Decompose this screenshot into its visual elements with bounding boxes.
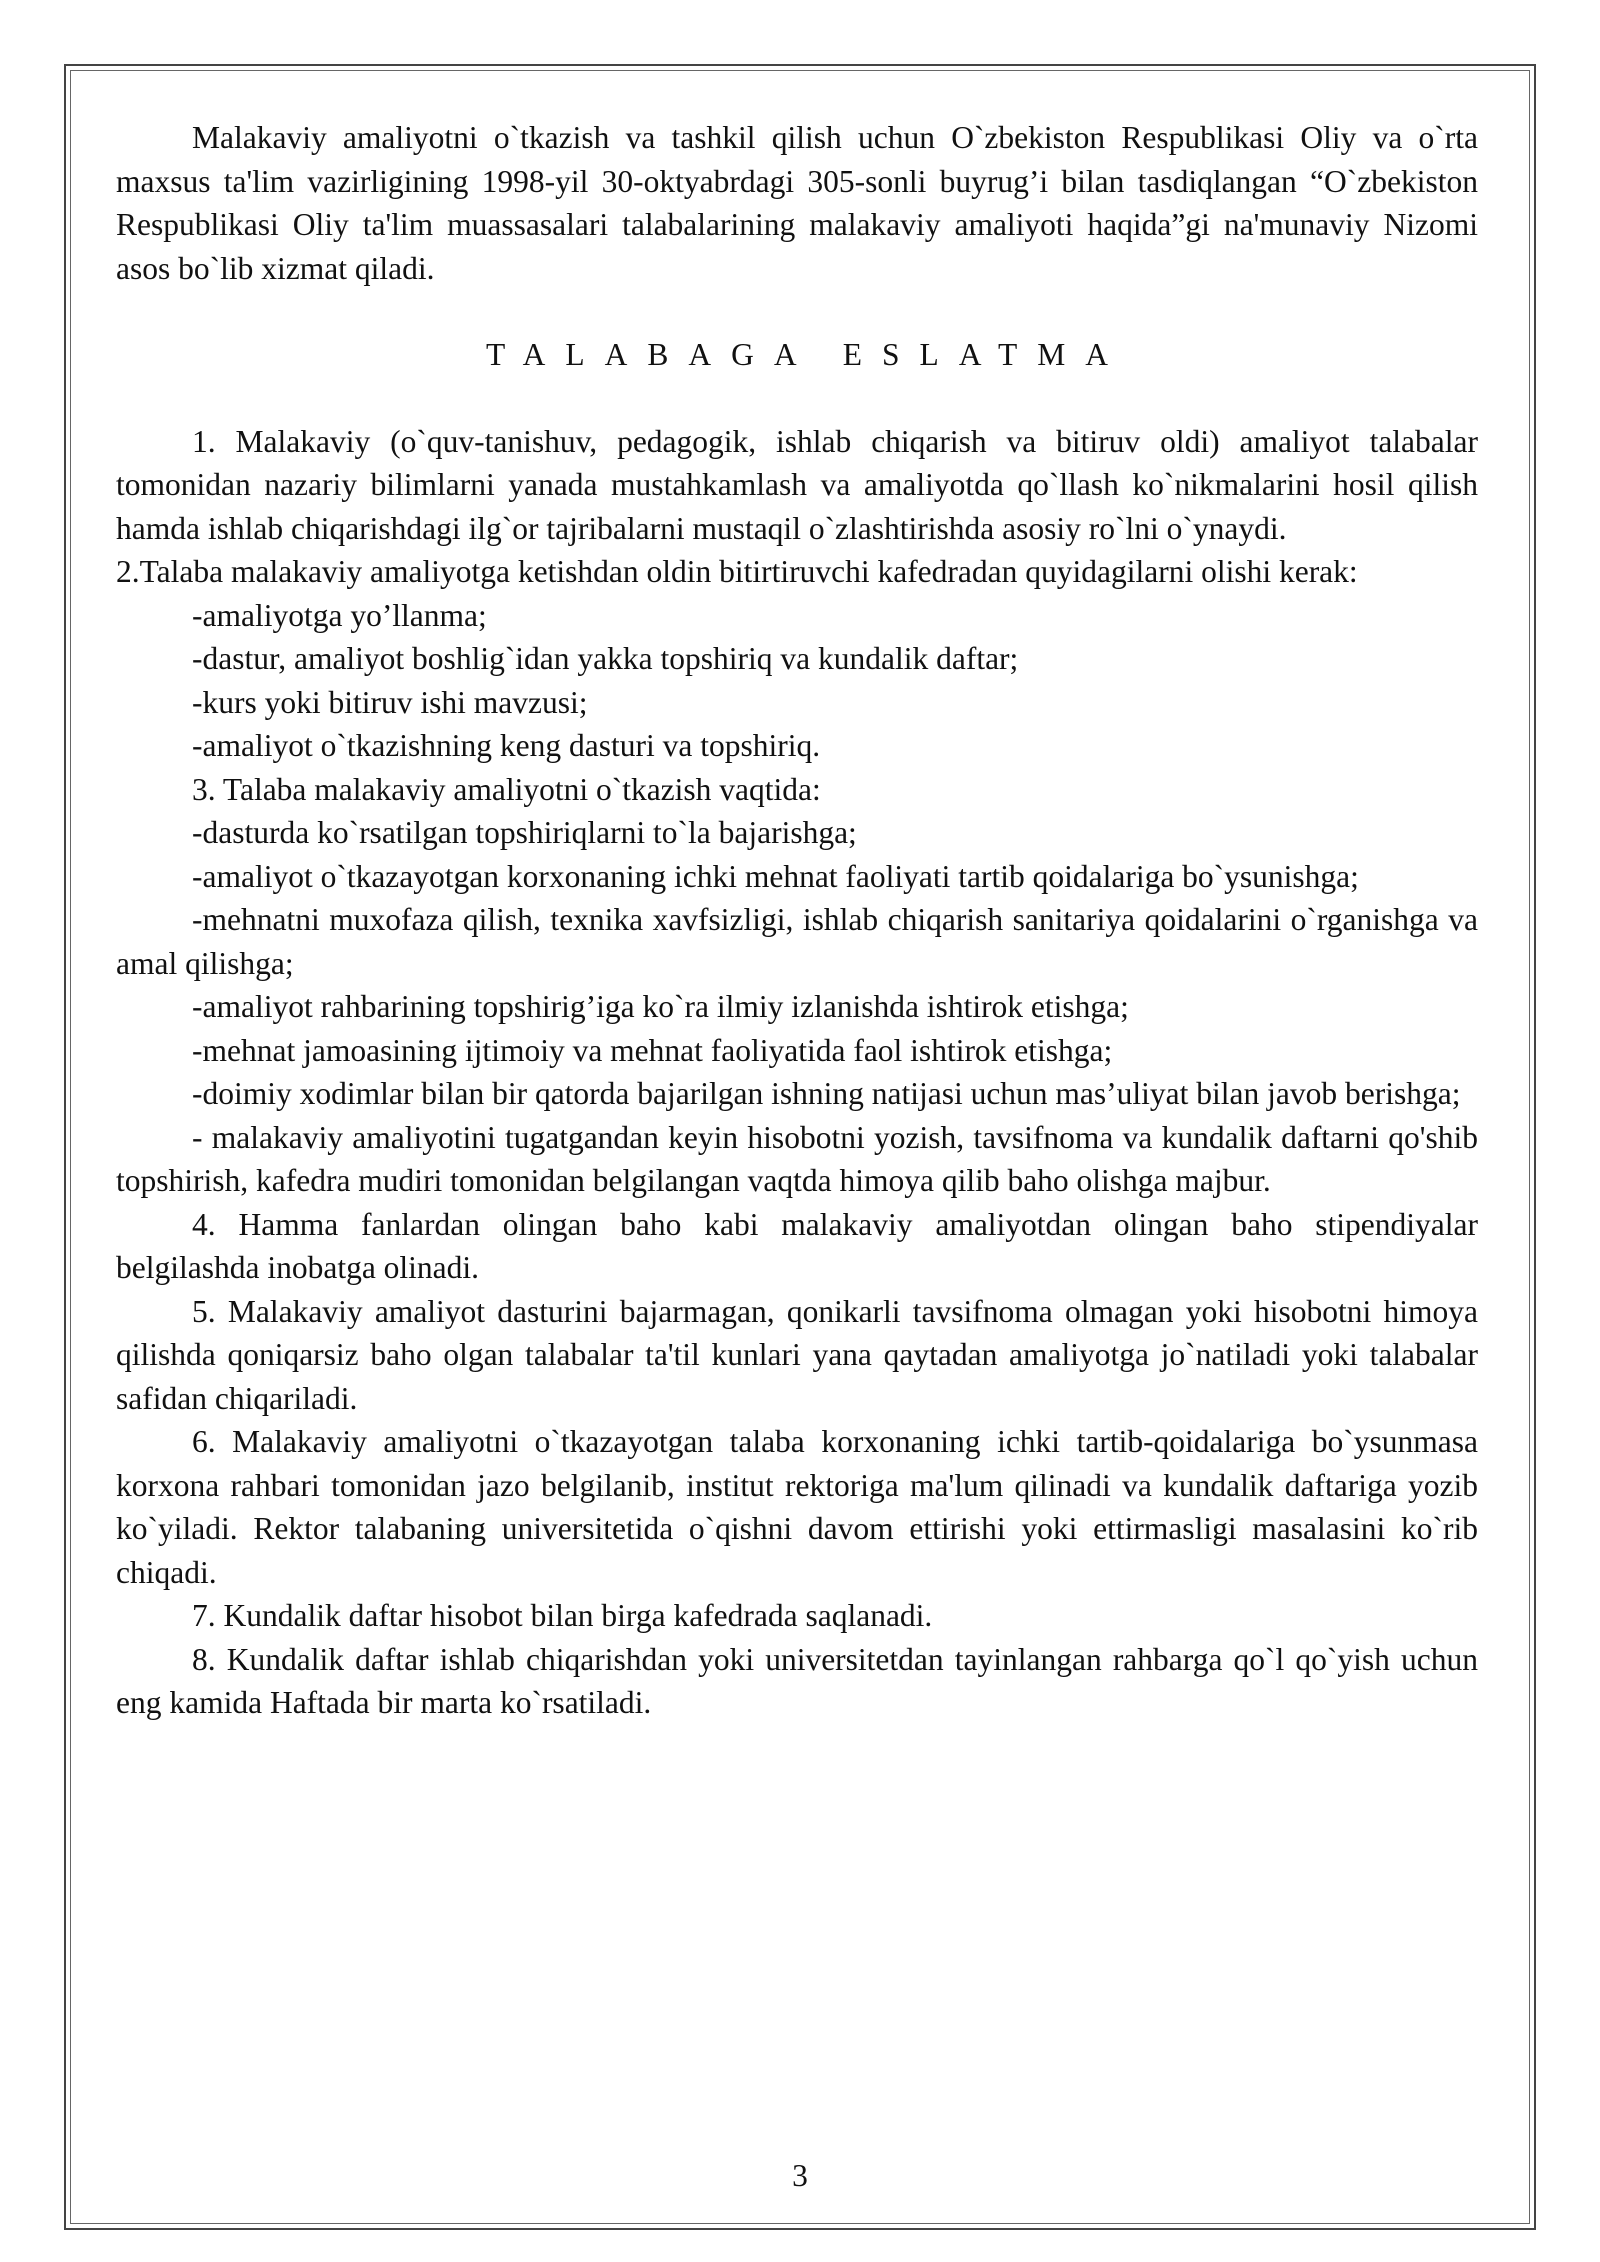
item-2: 2.Talaba malakaviy amaliyotga ketishdan oldin bitirtiruvchi kafedradan quyidagilarni olishi kerak: <box>116 554 1358 589</box>
item-7: 7. Kundalik daftar hisobot bilan birga kafedrada saqlanadi. <box>192 1598 933 1633</box>
document-body <box>116 116 1478 1725</box>
item-1: 1. Malakaviy (o`quv-tanishuv, pedagogik, ishlab chiqarish va bitiruv oldi) amaliyot talabalar tomonidan nazariy bilimlarni yanada mustahkamlash va amaliyotda qo`llash ko`nikmalarini hosil qilish hamda ishlab chiqarishdagi ilg`or tajribalarni mustaqil o`zlashtirishda asosiy ro`lni o`ynaydi. <box>116 423 1478 546</box>
item-3-bullet-2: -amaliyot o`tkazayotgan korxonaning ichki mehnat faoliyati tartib qoidalariga bo`ysunishga; <box>192 858 1359 894</box>
intro-paragraph: Malakaviy amaliyotni o`tkazish va tashkil qilish uchun O`zbekiston Respublikasi Oliy va o`rta maxsus ta'lim vazirligining 1998-yil 30-oktyabrdagi 305-sonli buyrug’i bilan tasdiqlangan “O`zbekiston Respublikasi Oliy ta'lim muassasalari talabalarining malakaviy amaliyoti haqida”gi na'munaviy Nizomi asos bo`lib xizmat qiladi. <box>116 120 1478 286</box>
item-8: 8. Kundalik daftar ishlab chiqarishdan yoki universitetdan tayinlangan rahbarga qo`l qo`yish uchun eng kamida Haftada bir marta ko`rsatiladi. <box>116 1641 1478 1720</box>
item-3-bullet-7: - malakaviy amaliyotini tugatgandan keyin hisobotni yozish, tavsifnoma va kundalik daftarni qo'shib topshirish, kafedra mudiri tomonidan belgilangan vaqtda himoya qilib baho olishga majbur. <box>116 1119 1478 1198</box>
item-3-bullet-1: -dasturda ko`rsatilgan topshiriqlarni to`la bajarishga; <box>192 815 857 850</box>
item-3: 3. Talaba malakaviy amaliyotni o`tkazish vaqtida: <box>192 771 821 807</box>
item-2-bullet-4: -amaliyot o`tkazishning keng dasturi va topshiriq. <box>192 728 821 763</box>
item-3-bullet-5: -mehnat jamoasining ijtimoiy va mehnat faoliyatida faol ishtirok etishga; <box>192 1032 1113 1068</box>
item-4: 4. Hamma fanlardan olingan baho kabi malakaviy amaliyotdan olingan baho stipendiyalar belgilashda inobatga olinadi. <box>116 1206 1478 1285</box>
item-6: 6. Malakaviy amaliyotni o`tkazayotgan talaba korxonaning ichki tartib-qoidalariga bo`ysunmasa korxona rahbari tomonidan jazo belgilanib, institut rektoriga ma'lum qilinadi va kundalik daftariga yozib ko`yiladi. Rektor talabaning universitetida o`qishni davom ettirishi yoki ettirmasligi masalasini ko`rib chiqadi. <box>116 1424 1478 1590</box>
item-2-bullet-2: -dastur, amaliyot boshlig`idan yakka topshiriq va kundalik daftar; <box>192 641 1019 676</box>
section-title: TALABAGA ESLATMA <box>485 337 1129 372</box>
item-3-bullet-4: -amaliyot rahbarining topshirig’iga ko`ra ilmiy izlanishda ishtirok etishga; <box>192 989 1129 1024</box>
item-3-bullet-3: -mehnatni muxofaza qilish, texnika xavfsizligi, ishlab chiqarish sanitariya qoidalarini o`rganishga va amal qilishga; <box>116 902 1478 981</box>
page-number: 3 <box>792 2158 808 2193</box>
item-5: 5. Malakaviy amaliyot dasturini bajarmagan, qonikarli tavsifnoma olmagan yoki hisobotni himoya qilishda qoniqarsiz baho olgan talabalar ta'til kunlari yana qaytadan amaliyotga jo`natiladi yoki talabalar safidan chiqariladi. <box>116 1293 1478 1416</box>
item-2-bullet-3: -kurs yoki bitiruv ishi mavzusi; <box>192 684 588 720</box>
item-3-bullet-6: -doimiy xodimlar bilan bir qatorda bajarilgan ishning natijasi uchun mas’uliyat bilan javob berishga; <box>192 1076 1461 1111</box>
item-2-bullet-1: -amaliyotga yo’llanma; <box>192 597 487 633</box>
